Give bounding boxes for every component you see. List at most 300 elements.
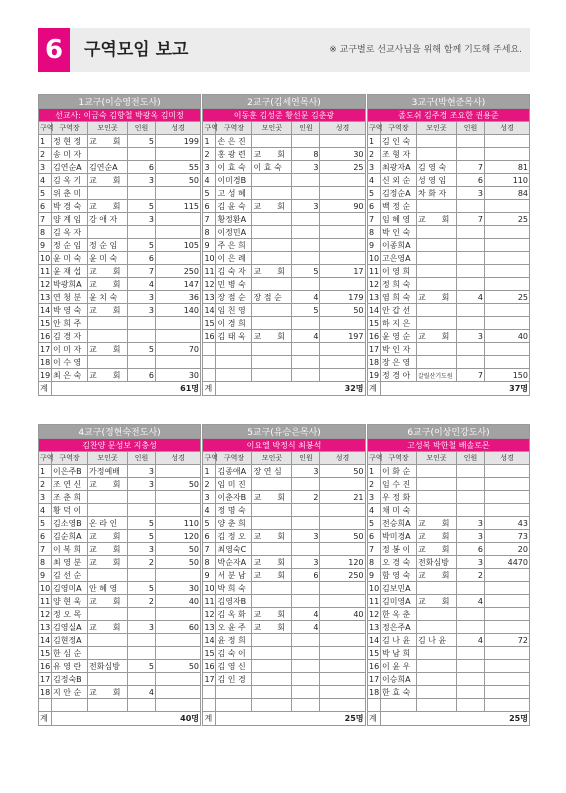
table-cell: 염 희 숙 [380,291,416,304]
table-cell: 13 [40,292,51,302]
table-row [367,543,529,556]
table-row [367,647,529,660]
table-cell: 3 [292,556,320,569]
table-cell: 9 [203,239,216,252]
table-cell: 7 [39,213,52,226]
table-row [39,621,201,634]
table-row [203,265,365,278]
column-header: 성경 [156,122,201,135]
table-cell: 9 [367,239,380,252]
table-cell: 7 [39,543,52,556]
table-cell [128,699,156,712]
table-row [367,660,529,673]
table-cell: 10 [40,583,51,593]
table-cell: 김연순A [88,161,128,174]
table-cell: 김보민A [380,582,416,595]
table-cell [416,699,456,712]
table-cell: 43 [484,517,529,530]
table-row [39,291,201,304]
table-cell [252,660,292,673]
table-cell: 4 [292,330,320,343]
total-label: 계 [39,382,52,396]
district-title: 1교구(이승영전도사) [39,95,201,109]
table-cell: 장 은 영 [380,356,416,369]
table-cell: 이 효 숙 [216,161,252,174]
column-header: 모인곳 [252,122,292,135]
table-cell [88,226,128,239]
table-cell: 12 [368,279,380,289]
table-cell [320,621,365,634]
table-cell: 5 [128,239,156,252]
table-row [367,491,529,504]
table-cell [456,278,484,291]
table-row [367,621,529,634]
table-cell: 성 영 임 [416,174,456,187]
table-cell: 16 [204,331,215,341]
table-row [203,621,365,634]
table-cell: 교 회 [416,213,456,226]
table-cell: 백 정 순 [380,200,416,213]
table-cell: 홍 광 련 [216,148,252,161]
table-cell: 13 [204,622,215,632]
table-cell: 40 [484,330,529,343]
table-cell: 250 [320,569,365,582]
table-cell: 3 [456,187,484,200]
table-cell: 25 [320,161,365,174]
table-cell [484,582,529,595]
table-cell: 임 수 진 [380,478,416,491]
table-cell: 5 [128,200,156,213]
table-cell [252,356,292,369]
table-cell [156,686,201,699]
table-cell: 50 [320,304,365,317]
table-cell: 8 [39,226,52,239]
table-cell [456,252,484,265]
table-cell: 김종애A [216,465,252,478]
total-row [203,382,365,396]
table-cell: 5 [203,517,216,530]
table-cell [156,647,201,660]
table-cell [128,187,156,200]
table-cell [252,478,292,491]
table-cell: 3 [367,161,380,174]
table-cell: 김현정A [52,634,88,647]
table-cell [203,699,216,712]
header-note: ※ 교구별로 선교사님을 위해 함께 기도해 주세요. [329,45,522,55]
total-label: 계 [39,712,52,726]
table-cell: 3 [128,174,156,187]
table-cell [252,278,292,291]
table-cell: 교 회 [88,369,128,382]
table-row [203,595,365,608]
total-row [203,712,365,726]
table-cell: 5 [128,582,156,595]
column-header: 인원 [292,452,320,465]
table-cell: 16 [204,661,215,671]
table-cell: 110 [156,517,201,530]
table-row [203,317,365,330]
table-cell [128,647,156,660]
table-cell: 김정순A [380,187,416,200]
table-row [39,673,201,686]
table-cell [156,608,201,621]
table-row [367,200,529,213]
table-cell: 교 회 [88,595,128,608]
table-cell: 김영미A [52,582,88,595]
table-cell: 5 [292,304,320,317]
table-cell: 이 경 희 [216,317,252,330]
table-row [203,647,365,660]
table-cell: 18 [368,687,380,697]
table-cell: 박 인 숙 [380,226,416,239]
table-cell: 10 [40,253,51,263]
table-cell: 김 옥 기 [52,174,88,187]
district-table [202,424,365,726]
table-cell: 3 [292,465,320,478]
table-cell [252,595,292,608]
table-cell [320,174,365,187]
table-cell: 18 [368,357,380,367]
table-row [39,465,201,478]
table-cell [203,356,216,369]
table-cell: 6 [128,161,156,174]
table-cell [292,699,320,712]
table-row [203,582,365,595]
table-cell [416,608,456,621]
table-cell [416,478,456,491]
table-cell: 4 [367,174,380,187]
column-header: 인원 [456,452,484,465]
table-cell: 1 [203,135,216,148]
table-cell [292,369,320,382]
column-header: 구역장 [52,452,88,465]
table-cell: 유 영 란 [52,660,88,673]
table-cell: 12 [40,279,51,289]
table-cell [252,187,292,200]
table-cell [416,239,456,252]
table-row [203,699,365,712]
table-cell: 199 [156,135,201,148]
table-cell: 11 [368,596,380,606]
column-header: 인원 [456,122,484,135]
table-cell [484,148,529,161]
table-row [39,343,201,356]
table-cell: 교 회 [416,291,456,304]
table-cell [456,686,484,699]
table-cell: 6 [39,200,52,213]
table-cell: 6 [292,569,320,582]
district-leaders: 이동훈 김성준 황선문 김춘광 [203,109,365,122]
table-row [203,608,365,621]
table-cell: 2 [367,478,380,491]
table-cell: 36 [156,291,201,304]
column-header: 성경 [484,122,529,135]
table-row [39,647,201,660]
table-cell [456,135,484,148]
table-cell: 13 [368,622,380,632]
table-cell [416,135,456,148]
table-cell: 7 [203,213,216,226]
table-cell: 장 점 순 [252,291,292,304]
table-row [203,478,365,491]
table-cell: 교 회 [416,530,456,543]
table-cell: 교 회 [252,330,292,343]
table-cell: 5 [128,343,156,356]
table-cell [156,673,201,686]
table-cell: 6 [456,543,484,556]
table-cell: 6 [128,369,156,382]
table-cell: 교 회 [88,556,128,569]
table-row [39,634,201,647]
table-cell: 4 [292,291,320,304]
table-cell: 5 [367,517,380,530]
table-cell [292,686,320,699]
table-cell [416,465,456,478]
table-cell: 윤 재 섭 [52,265,88,278]
total-count: 40명 [52,712,201,726]
table-cell: 주 은 희 [216,239,252,252]
table-cell: 3 [128,291,156,304]
table-cell: 110 [484,174,529,187]
table-row [39,556,201,569]
table-cell: 50 [156,478,201,491]
table-cell: 조 형 자 [380,148,416,161]
column-header: 구역 [203,452,216,465]
table-cell: 2 [39,148,52,161]
table-cell [156,317,201,330]
table-cell: 3 [292,200,320,213]
table-cell: 교 회 [88,686,128,699]
table-cell [380,699,416,712]
table-cell [128,491,156,504]
table-row [203,465,365,478]
table-row [39,491,201,504]
table-cell: 2 [203,478,216,491]
table-row [367,187,529,200]
table-cell [484,686,529,699]
table-cell [252,699,292,712]
table-cell: 2 [367,148,380,161]
table-cell: 17 [368,344,380,354]
table-cell: 120 [156,530,201,543]
table-cell: 8 [203,226,216,239]
table-row [203,356,365,369]
table-cell [416,252,456,265]
table-cell [456,647,484,660]
table-row [367,148,529,161]
table-cell: 지 안 순 [52,686,88,699]
table-cell: 안 갑 선 [380,304,416,317]
table-cell: 교 회 [252,265,292,278]
table-cell: 송 미 자 [52,148,88,161]
table-cell: 9 [367,569,380,582]
table-cell: 김 영 신 [216,660,252,673]
table-cell: 교 회 [252,608,292,621]
table-cell: 이미경B [216,174,252,187]
table-cell: 4 [39,504,52,517]
table-cell [203,369,216,382]
table-cell: 1 [39,135,52,148]
district-title: 3교구(박현준목사) [367,95,529,109]
table-cell [252,226,292,239]
table-cell [484,239,529,252]
table-cell: 5 [39,517,52,530]
table-cell [156,699,201,712]
table-cell [156,330,201,343]
table-cell: 8 [39,556,52,569]
table-cell: 오 윤 주 [216,621,252,634]
table-row [203,369,365,382]
table-cell: 안 혜 영 [88,582,128,595]
table-cell: 25 [484,213,529,226]
table-cell: 15 [204,648,215,658]
table-cell: 교 회 [88,200,128,213]
table-cell: 온 라 인 [88,517,128,530]
table-cell: 81 [484,161,529,174]
table-cell: 김 옥 화 [216,608,252,621]
table-cell: 김 옥 자 [52,226,88,239]
table-cell [156,569,201,582]
table-cell: 6 [39,530,52,543]
group-row-bottom [38,424,530,726]
table-row [39,369,201,382]
table-cell: 8 [203,556,216,569]
table-cell [484,608,529,621]
table-cell: 5 [39,187,52,200]
table-row [39,582,201,595]
table-cell [416,673,456,686]
table-cell: 4 [203,174,216,187]
table-cell: 박순자A [216,556,252,569]
table-cell: 오 경 숙 [380,556,416,569]
table-cell: 김 정 오 [216,530,252,543]
table-cell: 10 [204,583,215,593]
table-cell: 12 [368,609,380,619]
table-row [39,304,201,317]
table-cell: 73 [484,530,529,543]
table-cell: 윤 치 숙 [88,291,128,304]
table-cell [156,187,201,200]
table-cell [484,135,529,148]
table-cell [216,686,252,699]
table-cell: 교 회 [252,530,292,543]
table-row [39,317,201,330]
table-cell: 3 [128,213,156,226]
table-cell [252,634,292,647]
table-cell [320,369,365,382]
table-cell [456,226,484,239]
table-row [367,608,529,621]
table-cell: 민 병 숙 [216,278,252,291]
table-cell: 장 점 순 [216,291,252,304]
table-cell [88,148,128,161]
table-row [203,673,365,686]
table-cell: 5 [367,187,380,200]
table-cell [252,174,292,187]
table-row [39,478,201,491]
table-row [39,699,201,712]
table-cell: 김영자B [216,595,252,608]
table-cell [128,317,156,330]
table-cell [484,343,529,356]
table-cell [252,673,292,686]
table-cell: 4 [203,504,216,517]
table-cell: 4470 [484,556,529,569]
total-label: 계 [203,382,216,396]
table-cell: 7 [367,543,380,556]
table-cell: 179 [320,291,365,304]
table-row [203,213,365,226]
table-cell: 18 [40,357,51,367]
table-row [39,148,201,161]
table-cell [416,660,456,673]
table-cell: 12 [204,609,215,619]
table-cell: 김 숙 이 [216,647,252,660]
table-cell [484,660,529,673]
table-cell: 11 [40,266,51,276]
table-cell [252,213,292,226]
table-cell [252,686,292,699]
table-cell: 70 [156,343,201,356]
table-cell [416,265,456,278]
table-cell: 김 인 경 [216,673,252,686]
table-row [203,504,365,517]
table-cell: 3 [456,517,484,530]
table-cell: 김 태 욱 [216,330,252,343]
table-cell: 55 [156,161,201,174]
table-cell [456,660,484,673]
table-cell [252,343,292,356]
table-cell: 14 [204,305,215,315]
table-cell: 11 [40,596,51,606]
table-row [39,330,201,343]
table-row [39,517,201,530]
table-cell [292,213,320,226]
table-cell: 교 회 [88,543,128,556]
table-cell: 3 [203,161,216,174]
table-cell: 7 [128,265,156,278]
table-cell: 17 [40,674,51,684]
table-cell: 김 영 숙 [416,161,456,174]
table-cell: 6 [367,530,380,543]
district-table [202,94,365,396]
table-cell: 30 [320,148,365,161]
table-cell [292,595,320,608]
table-cell: 15 [40,648,51,658]
table-cell: 양 춘 희 [216,517,252,530]
district-table [367,424,530,726]
table-cell: 16 [368,331,380,341]
table-cell: 양 계 임 [52,213,88,226]
table-row [203,161,365,174]
column-header: 구역장 [380,122,416,135]
table-cell [156,465,201,478]
table-cell: 8 [367,226,380,239]
table-cell: 손 은 진 [216,135,252,148]
table-cell [252,543,292,556]
table-cell [128,608,156,621]
table-row [203,226,365,239]
table-cell: 김 나 윤 [380,634,416,647]
table-row [203,660,365,673]
page-header [38,28,530,72]
table-cell: 5 [128,135,156,148]
table-cell: 14 [40,635,51,645]
table-cell: 가정예배 [88,465,128,478]
table-cell: 이 윤 우 [380,660,416,673]
total-label: 계 [203,712,216,726]
table-cell [320,343,365,356]
